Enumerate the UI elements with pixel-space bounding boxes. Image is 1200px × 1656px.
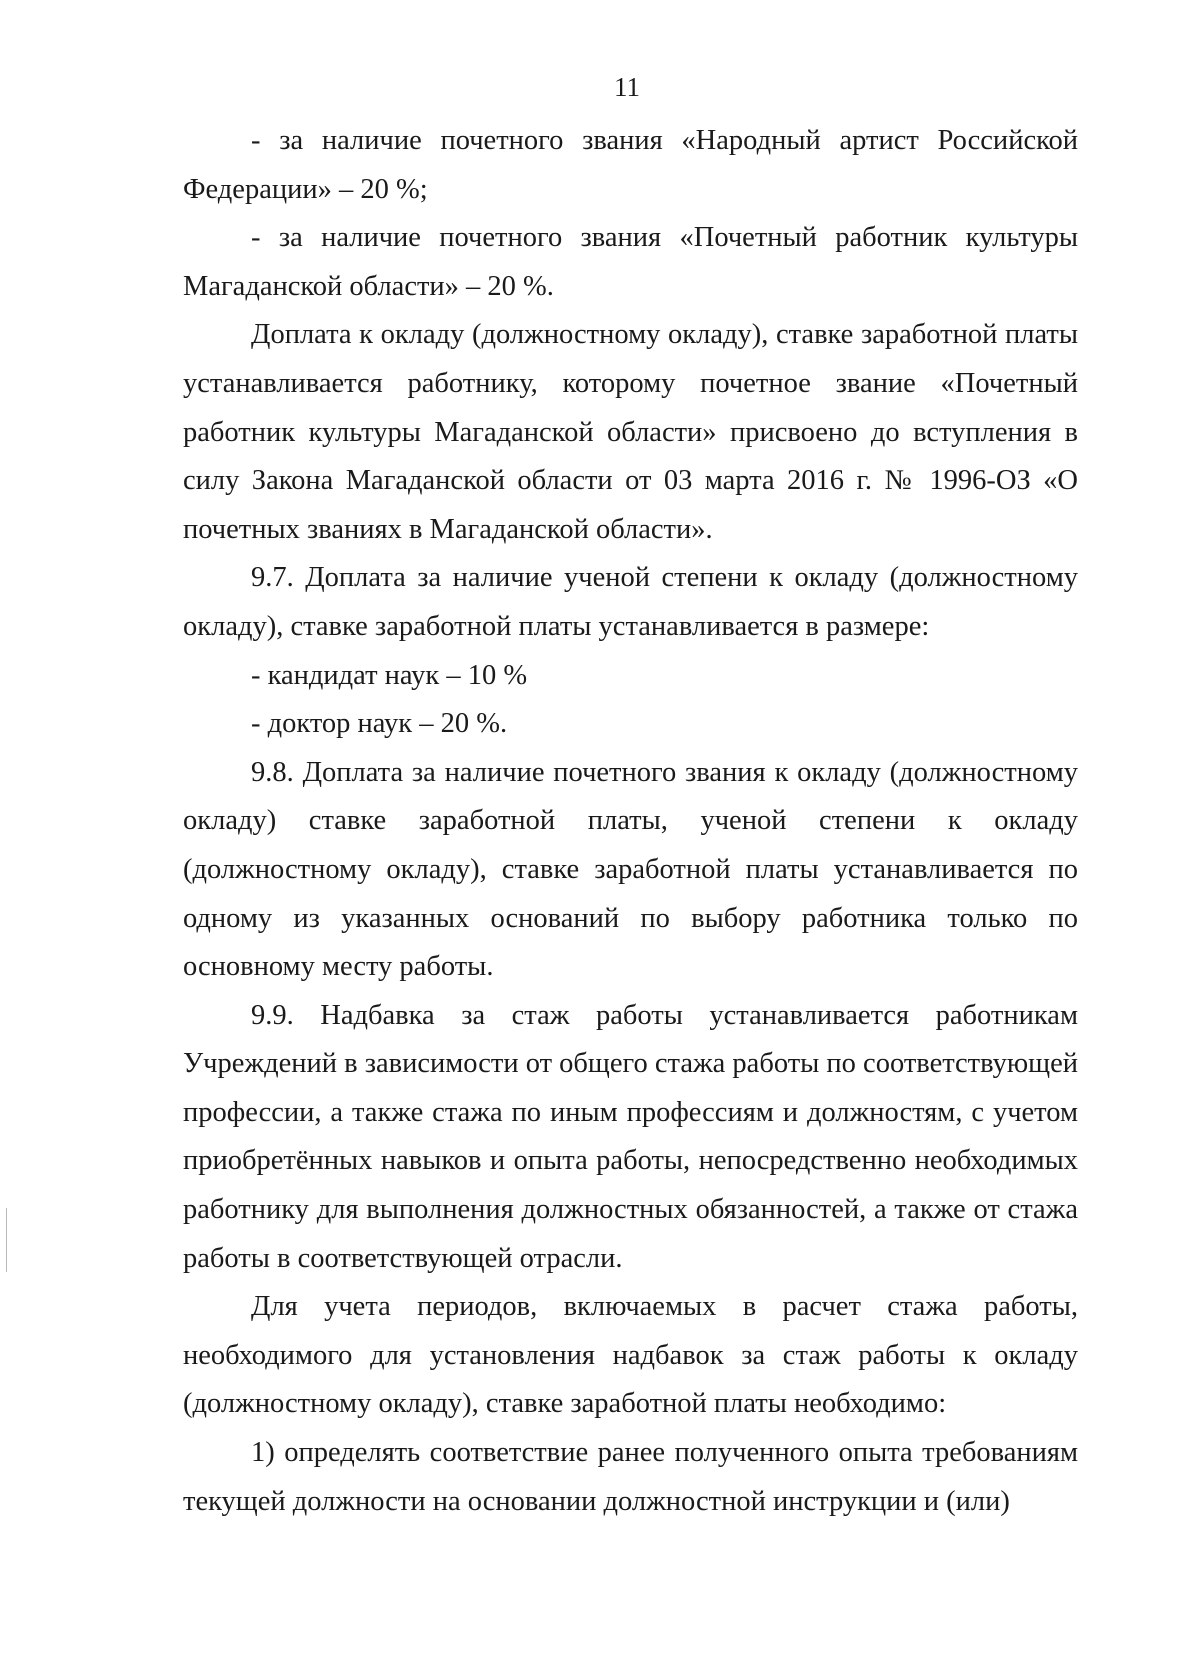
paragraph-candidate-of-sciences: - кандидат наук – 10 % bbox=[251, 659, 528, 691]
paragraph-honorary-title-culture-worker: - за наличие почетного звания «Почетный работник культуры Магаданской области» – 20 %. bbox=[183, 222, 1078, 302]
paragraph-9-8-one-basis: 9.8. Доплата за наличие почетного звания к окладу (должностному окладу) ставке заработной платы, ученой степени к окладу (должностному окладу), ставке заработной платы устанавливается по одному из указанных оснований по выбору работника только по основному месту работы. bbox=[183, 756, 1078, 983]
scan-edge-mark bbox=[6, 1208, 7, 1272]
paragraph-9-9-seniority-bonus: 9.9. Надбавка за стаж работы устанавливается работникам Учреждений в зависимости от общего стажа работы по соответствующей профессии, а также стажа по иным профессиям и должностям, с учетом приобретённых навыков и опыта работы, непосредственно необходимых работнику для выполнения должностных обязанностей, а также от стажа работы в соответствующей отрасли. bbox=[183, 999, 1079, 1274]
document-body bbox=[183, 117, 1078, 1526]
paragraph-honorary-title-artist: - за наличие почетного звания «Народный артист Российской Федерации» – 20 %; bbox=[183, 125, 1078, 205]
paragraph-seniority-periods: Для учета периодов, включаемых в расчет стажа работы, необходимого для установления надбавок за стаж работы к окладу (должностному окладу), ставке заработной платы необходимо: bbox=[183, 1291, 1078, 1420]
page-number: 11 bbox=[614, 72, 640, 102]
paragraph-9-7-academic-degree: 9.7. Доплата за наличие ученой степени к окладу (должностному окладу), ставке заработной платы устанавливается в размере: bbox=[183, 562, 1078, 642]
paragraph-doctor-of-sciences: - доктор наук – 20 %. bbox=[251, 708, 508, 740]
paragraph-allowance-conditions: Доплата к окладу (должностному окладу), ставке заработной платы устанавливается работнику, которому почетное звание «Почетный работник культуры Магаданской области» присвоено до вступления в силу Закона Магаданской области от 03 марта 2016 г. № 1996-ОЗ «О почетных званиях в Магаданской области». bbox=[183, 319, 1078, 545]
paragraph-item-1-experience: 1) определять соответствие ранее полученного опыта требованиям текущей должности на основании должностной инструкции и (или) bbox=[183, 1437, 1078, 1517]
